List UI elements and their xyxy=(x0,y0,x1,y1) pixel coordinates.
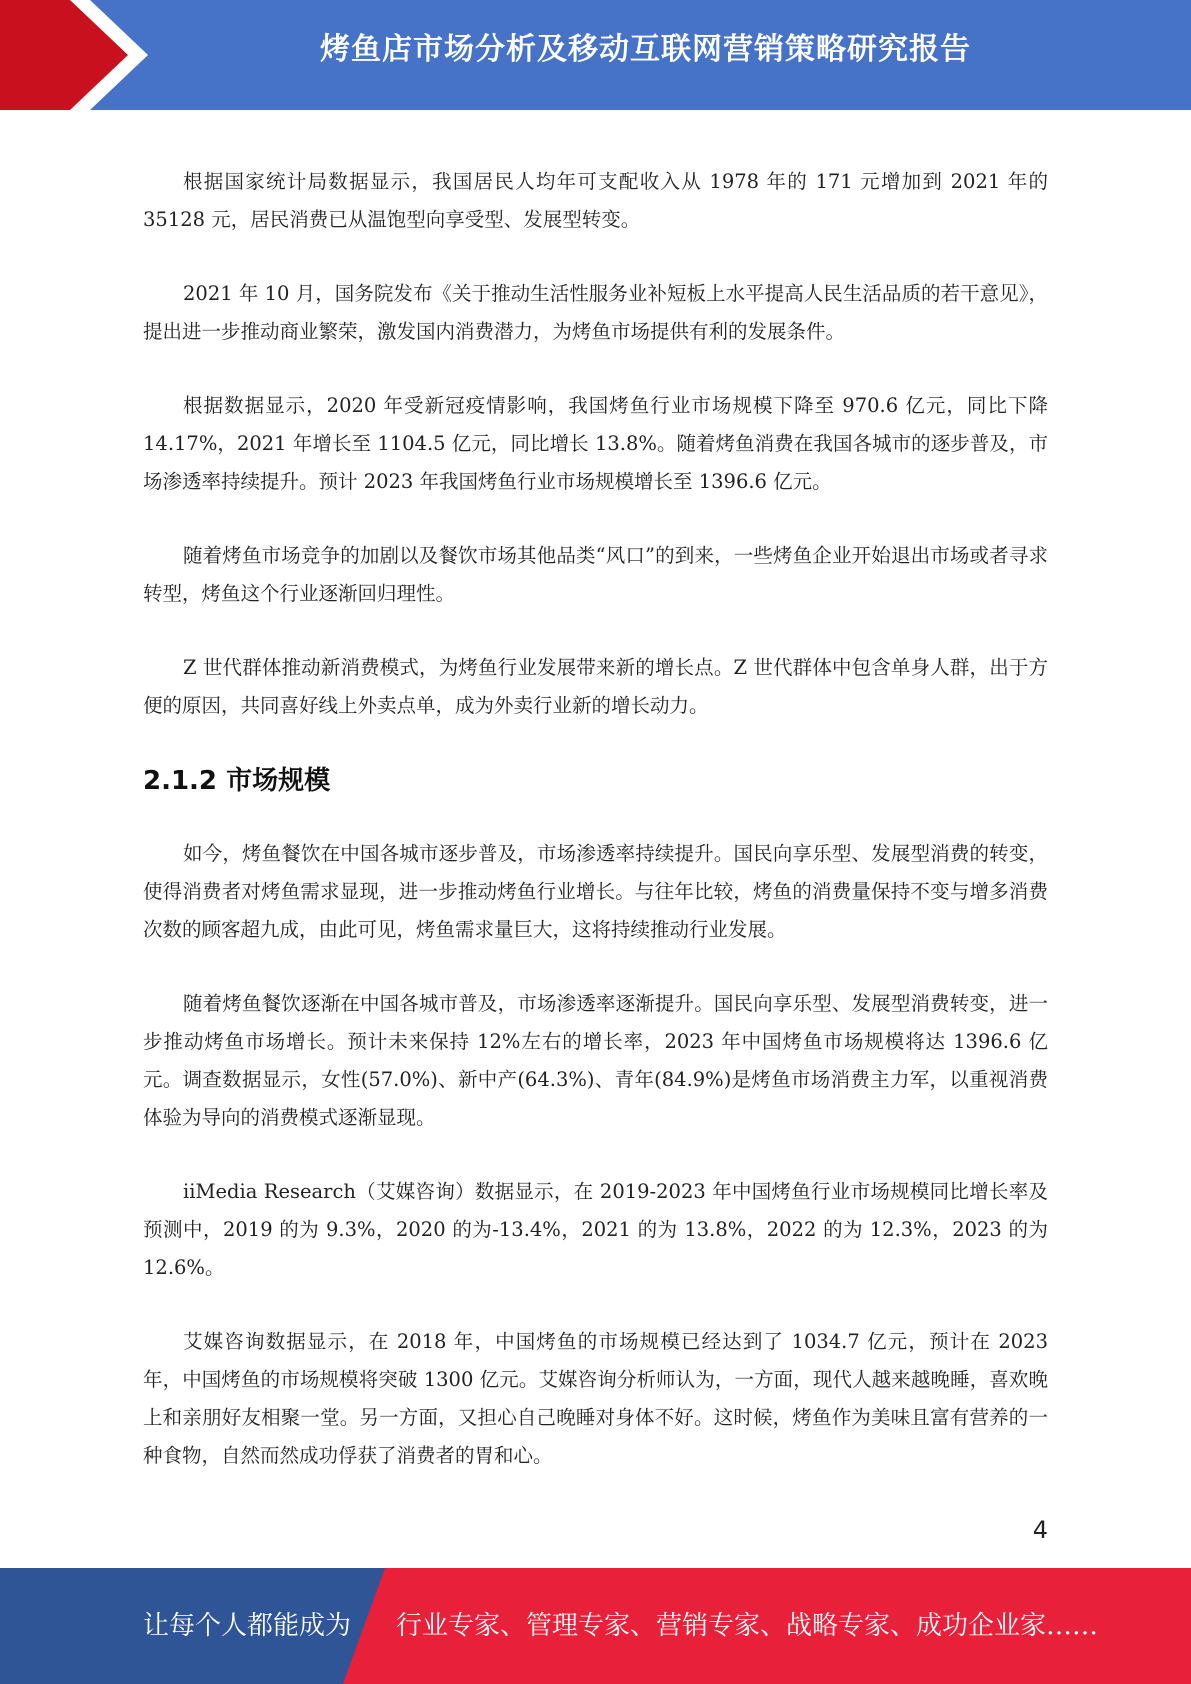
paragraph: 随着烤鱼餐饮逐渐在中国各城市普及，市场渗透率逐渐提升。国民向享乐型、发展型消费转变，进一步推动烤鱼市场增长。预计未来保持 12%左右的增长率，2023 年中国烤鱼市场规模将达 1396.6 亿元。调查数据显示，女性(57.0%)、新中产(64.3%)、青年(84.9%)是烤鱼市场消费主力军，以重视消费体验为导向的消费模式逐渐显现。 xyxy=(143,992,1048,1129)
paragraph: Z 世代群体推动新消费模式，为烤鱼行业发展带来新的增长点。Z 世代群体中包含单身人群，出于方便的原因，共同喜好线上外卖点单，成为外卖行业新的增长动力。 xyxy=(143,656,1048,717)
paragraph: 艾媒咨询数据显示，在 2018 年，中国烤鱼的市场规模已经达到了 1034.7 亿元，预计在 2023 年，中国烤鱼的市场规模将突破 1300 亿元。艾媒咨询分析师认为，一方面，现代人越来越晚睡，喜欢晚上和亲朋好友相聚一堂。另一方面，又担心自己晚睡对身体不好。这时候，烤鱼作为美味且富有营养的一种食物，自然而然成功俘获了消费者的胃和心。 xyxy=(143,1330,1048,1467)
section-heading: 2.1.2 市场规模 xyxy=(143,766,331,796)
paragraph: 根据数据显示，2020 年受新冠疫情影响，我国烤鱼行业市场规模下降至 970.6 亿元，同比下降 14.17%，2021 年增长至 1104.5 亿元，同比增长 13.8%。随着烤鱼消费在我国各城市的逐步普及，市场渗透率持续提升。预计 2023 年我国烤鱼行业市场规模增长至 1396.6 亿元。 xyxy=(143,394,1048,493)
paragraph: 如今，烤鱼餐饮在中国各城市逐步普及，市场渗透率持续提升。国民向享乐型、发展型消费的转变，使得消费者对烤鱼需求显现，进一步推动烤鱼行业增长。与往年比较，烤鱼的消费量保持不变与增多消费次数的顾客超九成，由此可见，烤鱼需求量巨大，这将持续推动行业发展。 xyxy=(143,842,1048,941)
paragraph: 2021 年 10 月，国务院发布《关于推动生活性服务业补短板上水平提高人民生活品质的若干意见》，提出进一步推动商业繁荣，激发国内消费潜力，为烤鱼市场提供有利的发展条件。 xyxy=(143,282,1048,343)
page-number: 4 xyxy=(1032,1516,1048,1544)
document-body xyxy=(143,163,1048,1511)
report-title: 烤鱼店市场分析及移动互联网营销策略研究报告 xyxy=(320,32,971,67)
page-footer xyxy=(0,1568,1191,1684)
paragraph: iiMedia Research（艾媒咨询）数据显示，在 2019-2023 年中国烤鱼行业市场规模同比增长率及预测中，2019 的为 9.3%，2020 的为-13.4%，2021 的为 13.8%，2022 的为 12.3%，2023 的为 12.6%。 xyxy=(143,1180,1048,1279)
paragraph: 根据国家统计局数据显示，我国居民人均年可支配收入从 1978 年的 171 元增加到 2021 年的 35128 元，居民消费已从温饱型向享受型、发展型转变。 xyxy=(143,170,1048,231)
footer-slogan-left: 让每个人都能成为 xyxy=(143,1611,352,1641)
paragraph: 随着烤鱼市场竞争的加剧以及餐饮市场其他品类“风口”的到来，一些烤鱼企业开始退出市场或者寻求转型，烤鱼这个行业逐渐回归理性。 xyxy=(143,544,1048,605)
page-header xyxy=(0,0,1191,110)
footer-slogan-right: 行业专家、管理专家、营销专家、战略专家、成功企业家…… xyxy=(396,1611,1099,1641)
